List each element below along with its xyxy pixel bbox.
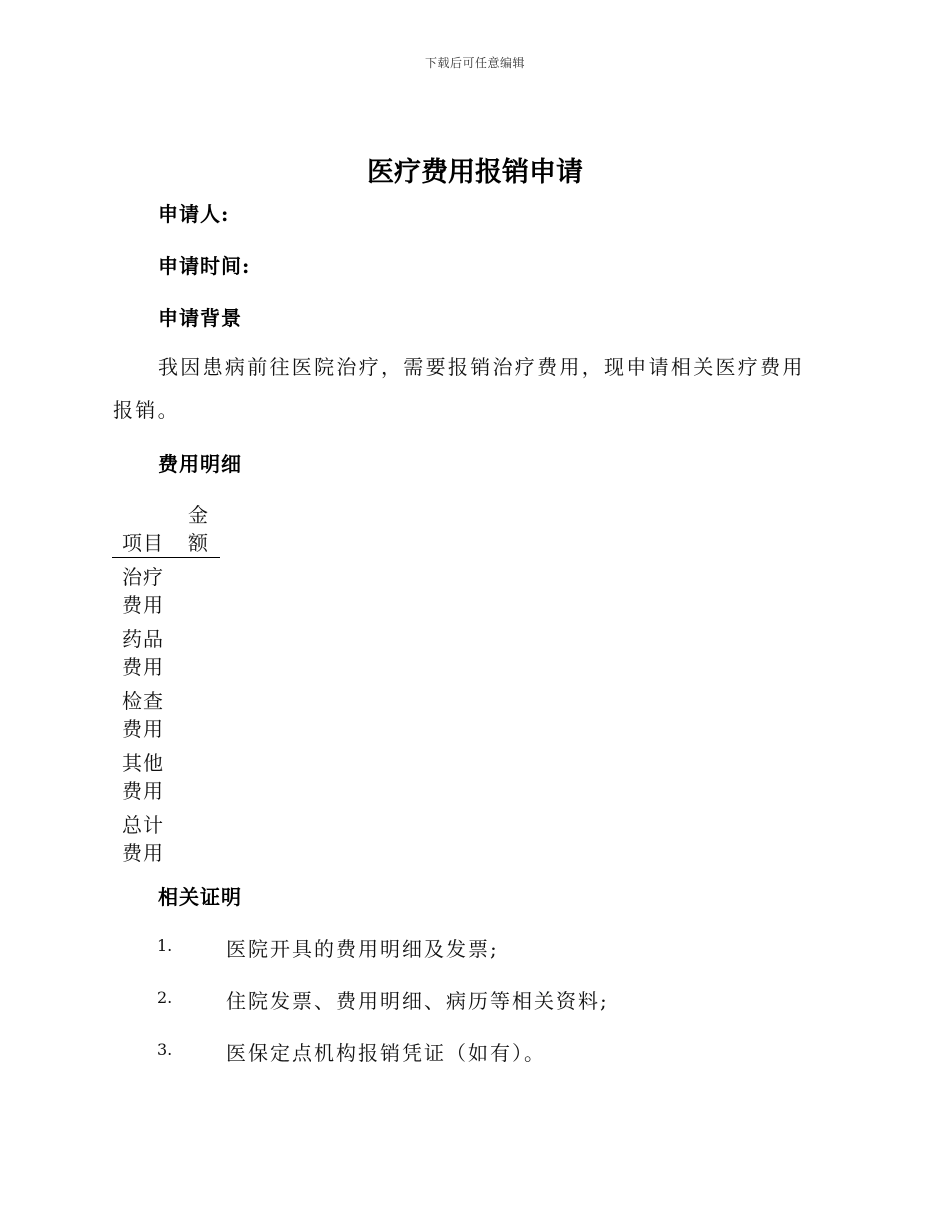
table-cell-item: 药品费用 (122, 627, 164, 679)
table-header-rule (112, 557, 220, 558)
table-cell-item: 总计费用 (122, 813, 164, 865)
table-cell-item: 其他费用 (122, 751, 164, 803)
list-item-text: 医院开具的费用明细及发票; (226, 937, 499, 961)
background-heading: 申请背景 (158, 306, 242, 330)
date-label: 申请时间: (158, 254, 251, 278)
applicant-label: 申请人: (158, 202, 230, 226)
list-item-number: 1. (157, 936, 173, 955)
list-item-text: 医保定点机构报销凭证（如有）。 (226, 1041, 546, 1065)
table-header-item: 项目 (122, 531, 164, 555)
table-cell-item: 治疗费用 (122, 565, 164, 617)
expense-heading: 费用明细 (158, 452, 242, 476)
list-item-text: 住院发票、费用明细、病历等相关资料; (226, 989, 609, 1013)
header-note: 下载后可任意编辑 (424, 56, 525, 70)
document-title: 医疗费用报销申请 (367, 157, 583, 188)
list-item-number: 3. (157, 1040, 173, 1059)
proof-heading: 相关证明 (158, 885, 242, 909)
list-item-number: 2. (157, 988, 173, 1007)
table-cell-item: 检查费用 (122, 689, 164, 741)
table-header-amount: 金额 (188, 503, 209, 555)
background-paragraph: 我因患病前往医院治疗，需要报销治疗费用，现申请相关医疗费用报销。 (113, 355, 805, 422)
